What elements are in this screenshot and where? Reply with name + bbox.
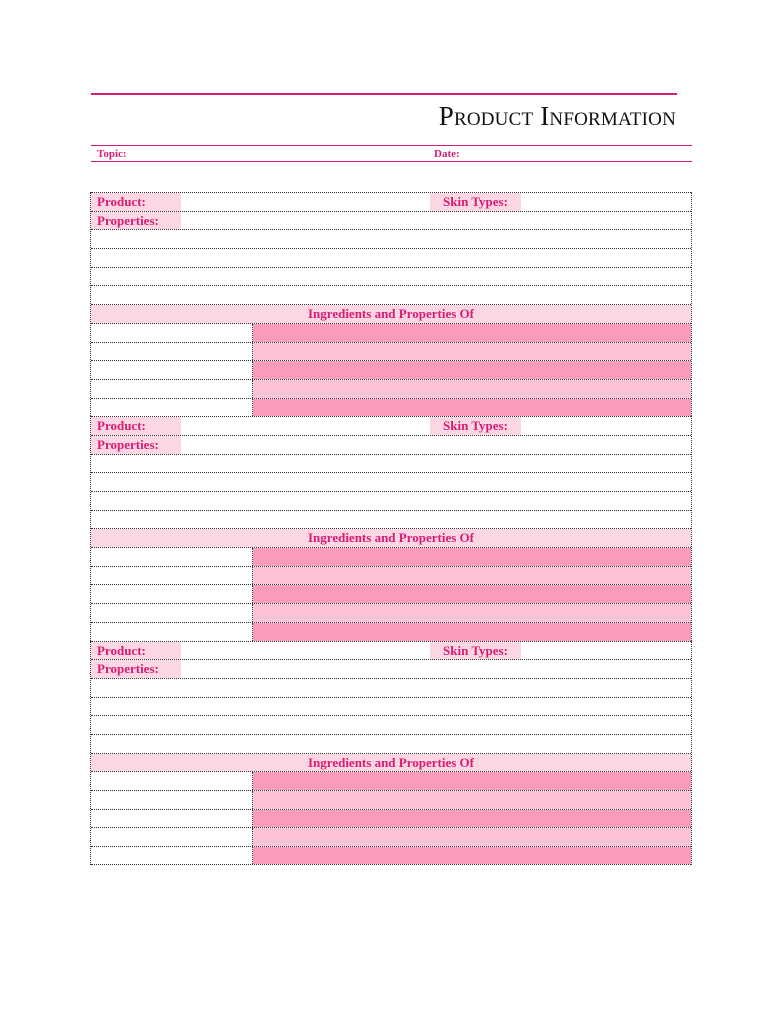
ingredient-name-cell[interactable] [91, 772, 253, 790]
product-section [90, 641, 692, 865]
properties-line[interactable] [91, 267, 691, 286]
ingredient-name-cell[interactable] [91, 791, 253, 809]
properties-label: Properties: [91, 660, 181, 678]
date-label: Date: [434, 148, 460, 160]
ingredient-property-cell[interactable] [253, 585, 691, 603]
ingredient-property-cell[interactable] [253, 623, 691, 641]
ingredient-name-cell[interactable] [91, 847, 253, 864]
ingredient-name-cell[interactable] [91, 604, 253, 622]
ingredient-row[interactable] [91, 398, 691, 417]
ingredient-row[interactable] [91, 342, 691, 361]
ingredient-name-cell[interactable] [91, 828, 253, 846]
ingredient-property-cell[interactable] [253, 847, 691, 864]
ingredient-property-cell[interactable] [253, 791, 691, 809]
properties-line[interactable] [91, 229, 691, 248]
product-section [90, 192, 692, 416]
ingredient-row[interactable] [91, 360, 691, 379]
topic-label: Topic: [97, 148, 127, 160]
header-line-bottom [91, 161, 692, 162]
ingredients-header-row [91, 304, 691, 323]
properties-line[interactable] [91, 734, 691, 753]
ingredient-property-cell[interactable] [253, 324, 691, 342]
ingredients-header: Ingredients and Properties Of [91, 529, 691, 547]
ingredient-row[interactable] [91, 584, 691, 603]
ingredient-property-cell[interactable] [253, 548, 691, 566]
ingredient-property-cell[interactable] [253, 399, 691, 417]
properties-row[interactable] [91, 659, 691, 678]
page-title: Product Information [438, 101, 676, 131]
properties-row[interactable] [91, 211, 691, 230]
title-rule [91, 93, 677, 95]
ingredient-property-cell[interactable] [253, 810, 691, 828]
ingredient-row[interactable] [91, 566, 691, 585]
properties-line[interactable] [91, 715, 691, 734]
product-form [90, 192, 692, 865]
properties-line[interactable] [91, 454, 691, 473]
ingredient-property-cell[interactable] [253, 604, 691, 622]
properties-line[interactable] [91, 510, 691, 529]
ingredient-name-cell[interactable] [91, 623, 253, 641]
product-row[interactable] [91, 416, 691, 435]
ingredient-row[interactable] [91, 790, 691, 809]
ingredient-row[interactable] [91, 622, 691, 641]
ingredient-row[interactable] [91, 323, 691, 342]
ingredient-property-cell[interactable] [253, 343, 691, 361]
ingredient-name-cell[interactable] [91, 361, 253, 379]
ingredient-row[interactable] [91, 809, 691, 828]
product-row[interactable] [91, 641, 691, 660]
ingredient-property-cell[interactable] [253, 772, 691, 790]
ingredient-row[interactable] [91, 771, 691, 790]
ingredient-row[interactable] [91, 846, 691, 865]
ingredient-name-cell[interactable] [91, 399, 253, 417]
ingredient-row[interactable] [91, 547, 691, 566]
skin-types-label: Skin Types: [430, 417, 521, 435]
product-label: Product: [91, 642, 181, 660]
skin-types-label: Skin Types: [430, 193, 521, 211]
product-label: Product: [91, 417, 181, 435]
properties-line[interactable] [91, 248, 691, 267]
ingredient-property-cell[interactable] [253, 361, 691, 379]
header-line-top [91, 145, 692, 146]
ingredient-name-cell[interactable] [91, 343, 253, 361]
ingredient-name-cell[interactable] [91, 810, 253, 828]
product-label: Product: [91, 193, 181, 211]
properties-label: Properties: [91, 436, 181, 454]
product-row[interactable] [91, 192, 691, 211]
ingredient-name-cell[interactable] [91, 585, 253, 603]
ingredient-row[interactable] [91, 827, 691, 846]
ingredients-header-row [91, 528, 691, 547]
ingredients-header: Ingredients and Properties Of [91, 754, 691, 772]
skin-types-label: Skin Types: [430, 642, 521, 660]
ingredient-row[interactable] [91, 603, 691, 622]
ingredient-property-cell[interactable] [253, 380, 691, 398]
ingredient-property-cell[interactable] [253, 567, 691, 585]
ingredient-name-cell[interactable] [91, 548, 253, 566]
ingredient-name-cell[interactable] [91, 324, 253, 342]
properties-row[interactable] [91, 435, 691, 454]
properties-label: Properties: [91, 212, 181, 230]
properties-line[interactable] [91, 678, 691, 697]
properties-line[interactable] [91, 472, 691, 491]
ingredients-header-row [91, 753, 691, 772]
ingredient-name-cell[interactable] [91, 567, 253, 585]
ingredient-row[interactable] [91, 379, 691, 398]
product-section [90, 416, 692, 640]
properties-line[interactable] [91, 285, 691, 304]
ingredients-header: Ingredients and Properties Of [91, 305, 691, 323]
ingredient-property-cell[interactable] [253, 828, 691, 846]
properties-line[interactable] [91, 697, 691, 716]
ingredient-name-cell[interactable] [91, 380, 253, 398]
properties-line[interactable] [91, 491, 691, 510]
